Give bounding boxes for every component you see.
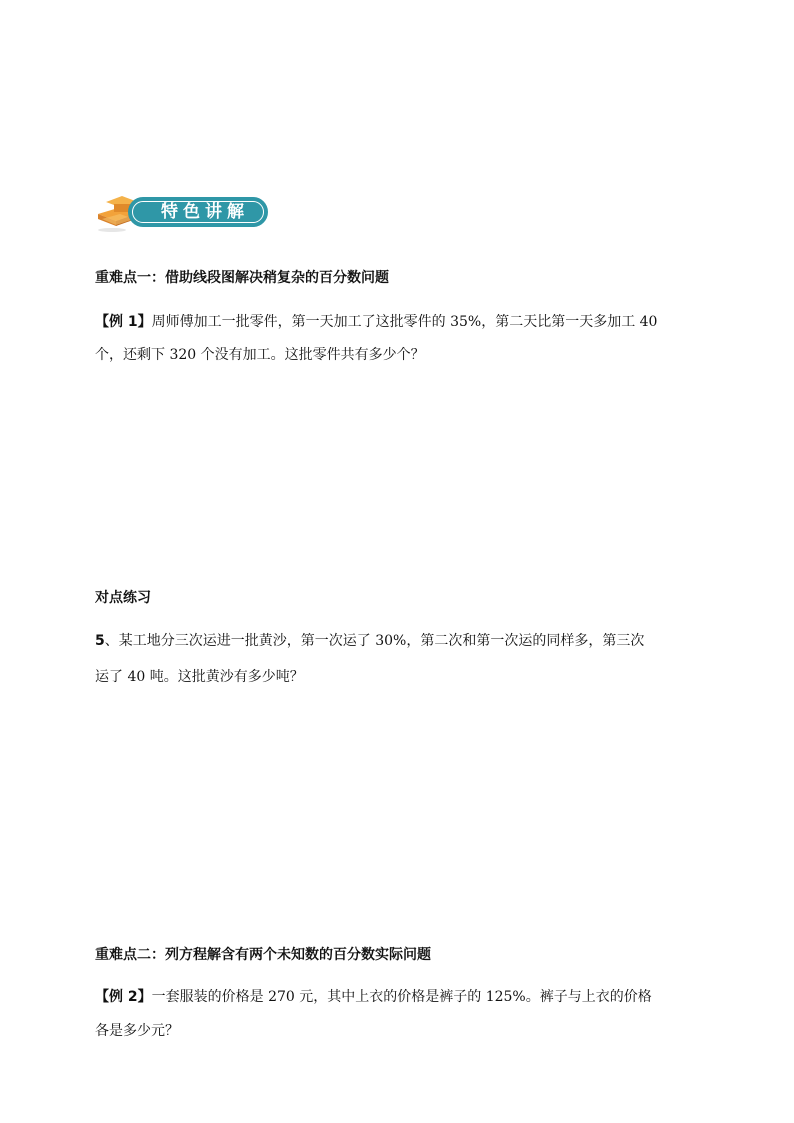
banner-title: 特色讲解 bbox=[161, 202, 249, 222]
practice-line2: 运了 40 吨。这批黄沙有多少吨？ bbox=[95, 669, 304, 685]
example2-line2: 各是多少元？ bbox=[95, 1023, 179, 1039]
practice-item bbox=[95, 631, 705, 687]
practice-heading: 对点练习 bbox=[95, 590, 151, 606]
example2-line1: 【例 2】一套服装的价格是 270 元，其中上衣的价格是裤子的 125%。裤子与上衣的价格 bbox=[95, 989, 652, 1005]
example1 bbox=[95, 312, 705, 365]
example1-label: 【例 1】 bbox=[95, 314, 152, 330]
example1-line2: 个，还剩下 320 个没有加工。这批零件共有多少个？ bbox=[95, 347, 425, 363]
section-banner bbox=[92, 188, 270, 234]
practice-line1: 5、某工地分三次运进一批黄沙，第一次运了 30%，第二次和第一次运的同样多，第三次 bbox=[95, 633, 645, 649]
section1-heading: 重难点一：借助线段图解决稍复杂的百分数问题 bbox=[95, 270, 389, 286]
practice-number: 5 bbox=[95, 633, 105, 649]
example1-line1: 【例 1】周师傅加工一批零件，第一天加工了这批零件的 35%，第二天比第一天多加工 40 bbox=[95, 314, 658, 330]
section2-heading: 重难点二：列方程解含有两个未知数的百分数实际问题 bbox=[95, 947, 431, 963]
example2-label: 【例 2】 bbox=[95, 989, 152, 1005]
example2 bbox=[95, 987, 705, 1041]
